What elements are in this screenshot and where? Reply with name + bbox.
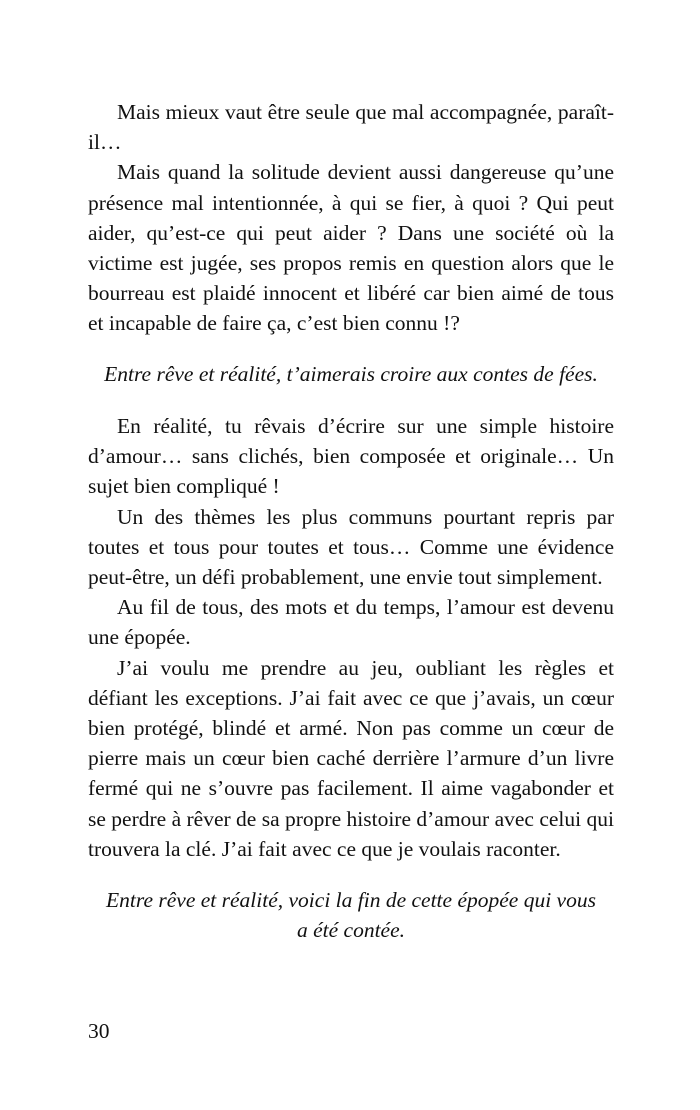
paragraph: Mais quand la solitude devient aussi dangereuse qu’une présence mal intentionnée, à qui se fier, à quoi ? Qui peut aider, qu’est-ce qui peut aider ? Dans une société où la victime est jugée, ses propos remis en question alors que le bourreau est plaidé innocent et libéré car bien aimé de tous et incapable de faire ça, c’est bien connu !? [88,160,614,336]
paragraph: Mais mieux vaut être seule que mal accompagnée, paraît-il… [88,100,614,155]
epigraph-line: a été contée. [296,918,406,943]
epigraph: Entre rêve et réalité, t’aimerais croire aux contes de fées. [104,362,598,386]
paragraph: En réalité, tu rêvais d’écrire sur une simple histoire d’amour… sans clichés, bien composée et originale… Un sujet bien compliqué ! [88,414,614,499]
paragraph: Un des thèmes les plus communs pourtant repris par toutes et tous pour toutes et tous… Comme une évidence peut-être, un défi probablement, une envie tout simplement. [88,504,614,590]
paragraph: Au fil de tous, des mots et du temps, l’amour est devenu une épopée. [88,595,614,650]
closing-epigraph [88,885,614,945]
page-number: 30 [88,1019,110,1043]
paragraph: J’ai voulu me prendre au jeu, oubliant les règles et défiant les exceptions. J’ai fait avec ce que j’avais, un cœur bien protégé, blindé et armé. Non pas comme un cœur de pierre mais un cœur bien caché derrière l’armure d’un livre fermé qui ne s’ouvre pas facilement. Il aime vagabonder et se perdre à rêver de sa propre histoire d’amour avec celui qui trouvera la clé. J’ai fait avec ce que je voulais raconter. [88,655,614,861]
section-2 [88,411,614,864]
epigraph-line: Entre rêve et réalité, voici la fin de cette épopée qui vous [106,888,596,912]
section-1 [88,97,614,339]
